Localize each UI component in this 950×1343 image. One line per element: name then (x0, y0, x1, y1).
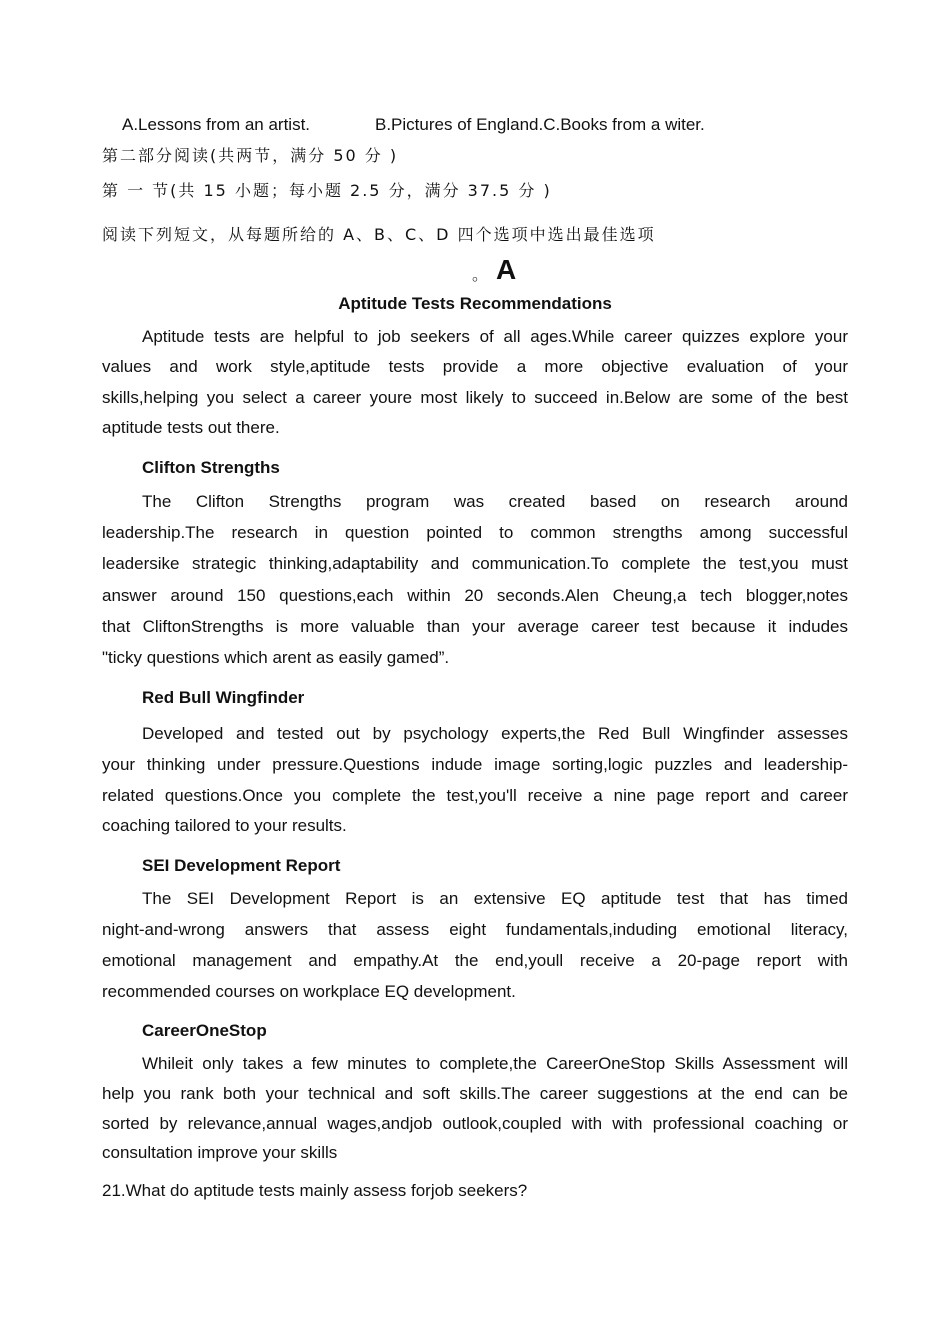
option-bc-text: B.Pictures of England.C.Books from a witer. (375, 115, 705, 134)
section-heading: Red Bull Wingfinder (142, 688, 305, 707)
section-line: recommended courses on workplace EQ development. (102, 982, 516, 1001)
part2-header: 第二部分阅读(共两节，满分 50 分 ) (102, 146, 399, 165)
section-line: consultation improve your skills (102, 1143, 338, 1162)
section-line: emotional management and empathy.At the end,youll receive a 20-page report with (102, 951, 848, 970)
section-heading: SEI Development Report (142, 856, 341, 875)
question-21: 21.What do aptitude tests mainly assess forjob seekers? (102, 1181, 528, 1200)
instruction-text: 阅读下列短文，从每题所给的 A、B、C、D 四个选项中选出最佳选项 (102, 225, 656, 244)
section-line: answer around 150 questions,each within 20 seconds.Alen Cheung,a tech blogger,notes (102, 586, 848, 605)
intro-line: Aptitude tests are helpful to job seekers of all ages.While career quizzes explore your (142, 327, 848, 346)
section-heading: CareerOneStop (142, 1021, 267, 1040)
section-line: help you rank both your technical and soft skills.The career suggestions at the end can be (102, 1084, 848, 1103)
intro-line: values and work style,aptitude tests provide a more objective evaluation of your (102, 357, 848, 376)
section-line: Developed and tested out by psychology experts,the Red Bull Wingfinder assesses (142, 724, 848, 743)
section-line: The SEI Development Report is an extensive EQ aptitude test that has timed (142, 889, 848, 908)
section-line: sorted by relevance,annual wages,andjob outlook,coupled with with professional coaching or (102, 1114, 848, 1133)
passage-label: A (496, 254, 517, 285)
intro-line: skills,helping you select a career youre most likely to succeed in.Below are some of the best (102, 388, 848, 407)
option-a-text: A.Lessons from an artist. (122, 115, 311, 134)
section-line: coaching tailored to your results. (102, 816, 347, 835)
section-line: your thinking under pressure.Questions indude image sorting,logic puzzles and leadership- (102, 755, 848, 774)
label-dot: 。 (472, 267, 489, 284)
section-line: related questions.Once you complete the test,you'll receive a nine page report and career (102, 786, 848, 805)
section-line: that CliftonStrengths is more valuable than your average career test because it indudes (102, 617, 848, 636)
intro-line: aptitude tests out there. (102, 418, 280, 437)
article-title: Aptitude Tests Recommendations (338, 294, 612, 313)
section-line: The Clifton Strengths program was created based on research around (142, 492, 848, 511)
section-line: "ticky questions which arent as easily gamed”. (102, 648, 450, 667)
section1-header: 第 一 节(共 15 小题；每小题 2.5 分，满分 37.5 分 ) (102, 181, 552, 200)
section-line: leadership.The research in question pointed to common strengths among successful (102, 523, 848, 542)
section-heading: Clifton Strengths (142, 458, 280, 477)
section-line: Whileit only takes a few minutes to complete,the CareerOneStop Skills Assessment will (142, 1054, 848, 1073)
section-line: night-and-wrong answers that assess eight fundamentals,induding emotional literacy, (102, 920, 848, 939)
section-line: leadersike strategic thinking,adaptability and communication.To complete the test,you must (102, 554, 848, 573)
